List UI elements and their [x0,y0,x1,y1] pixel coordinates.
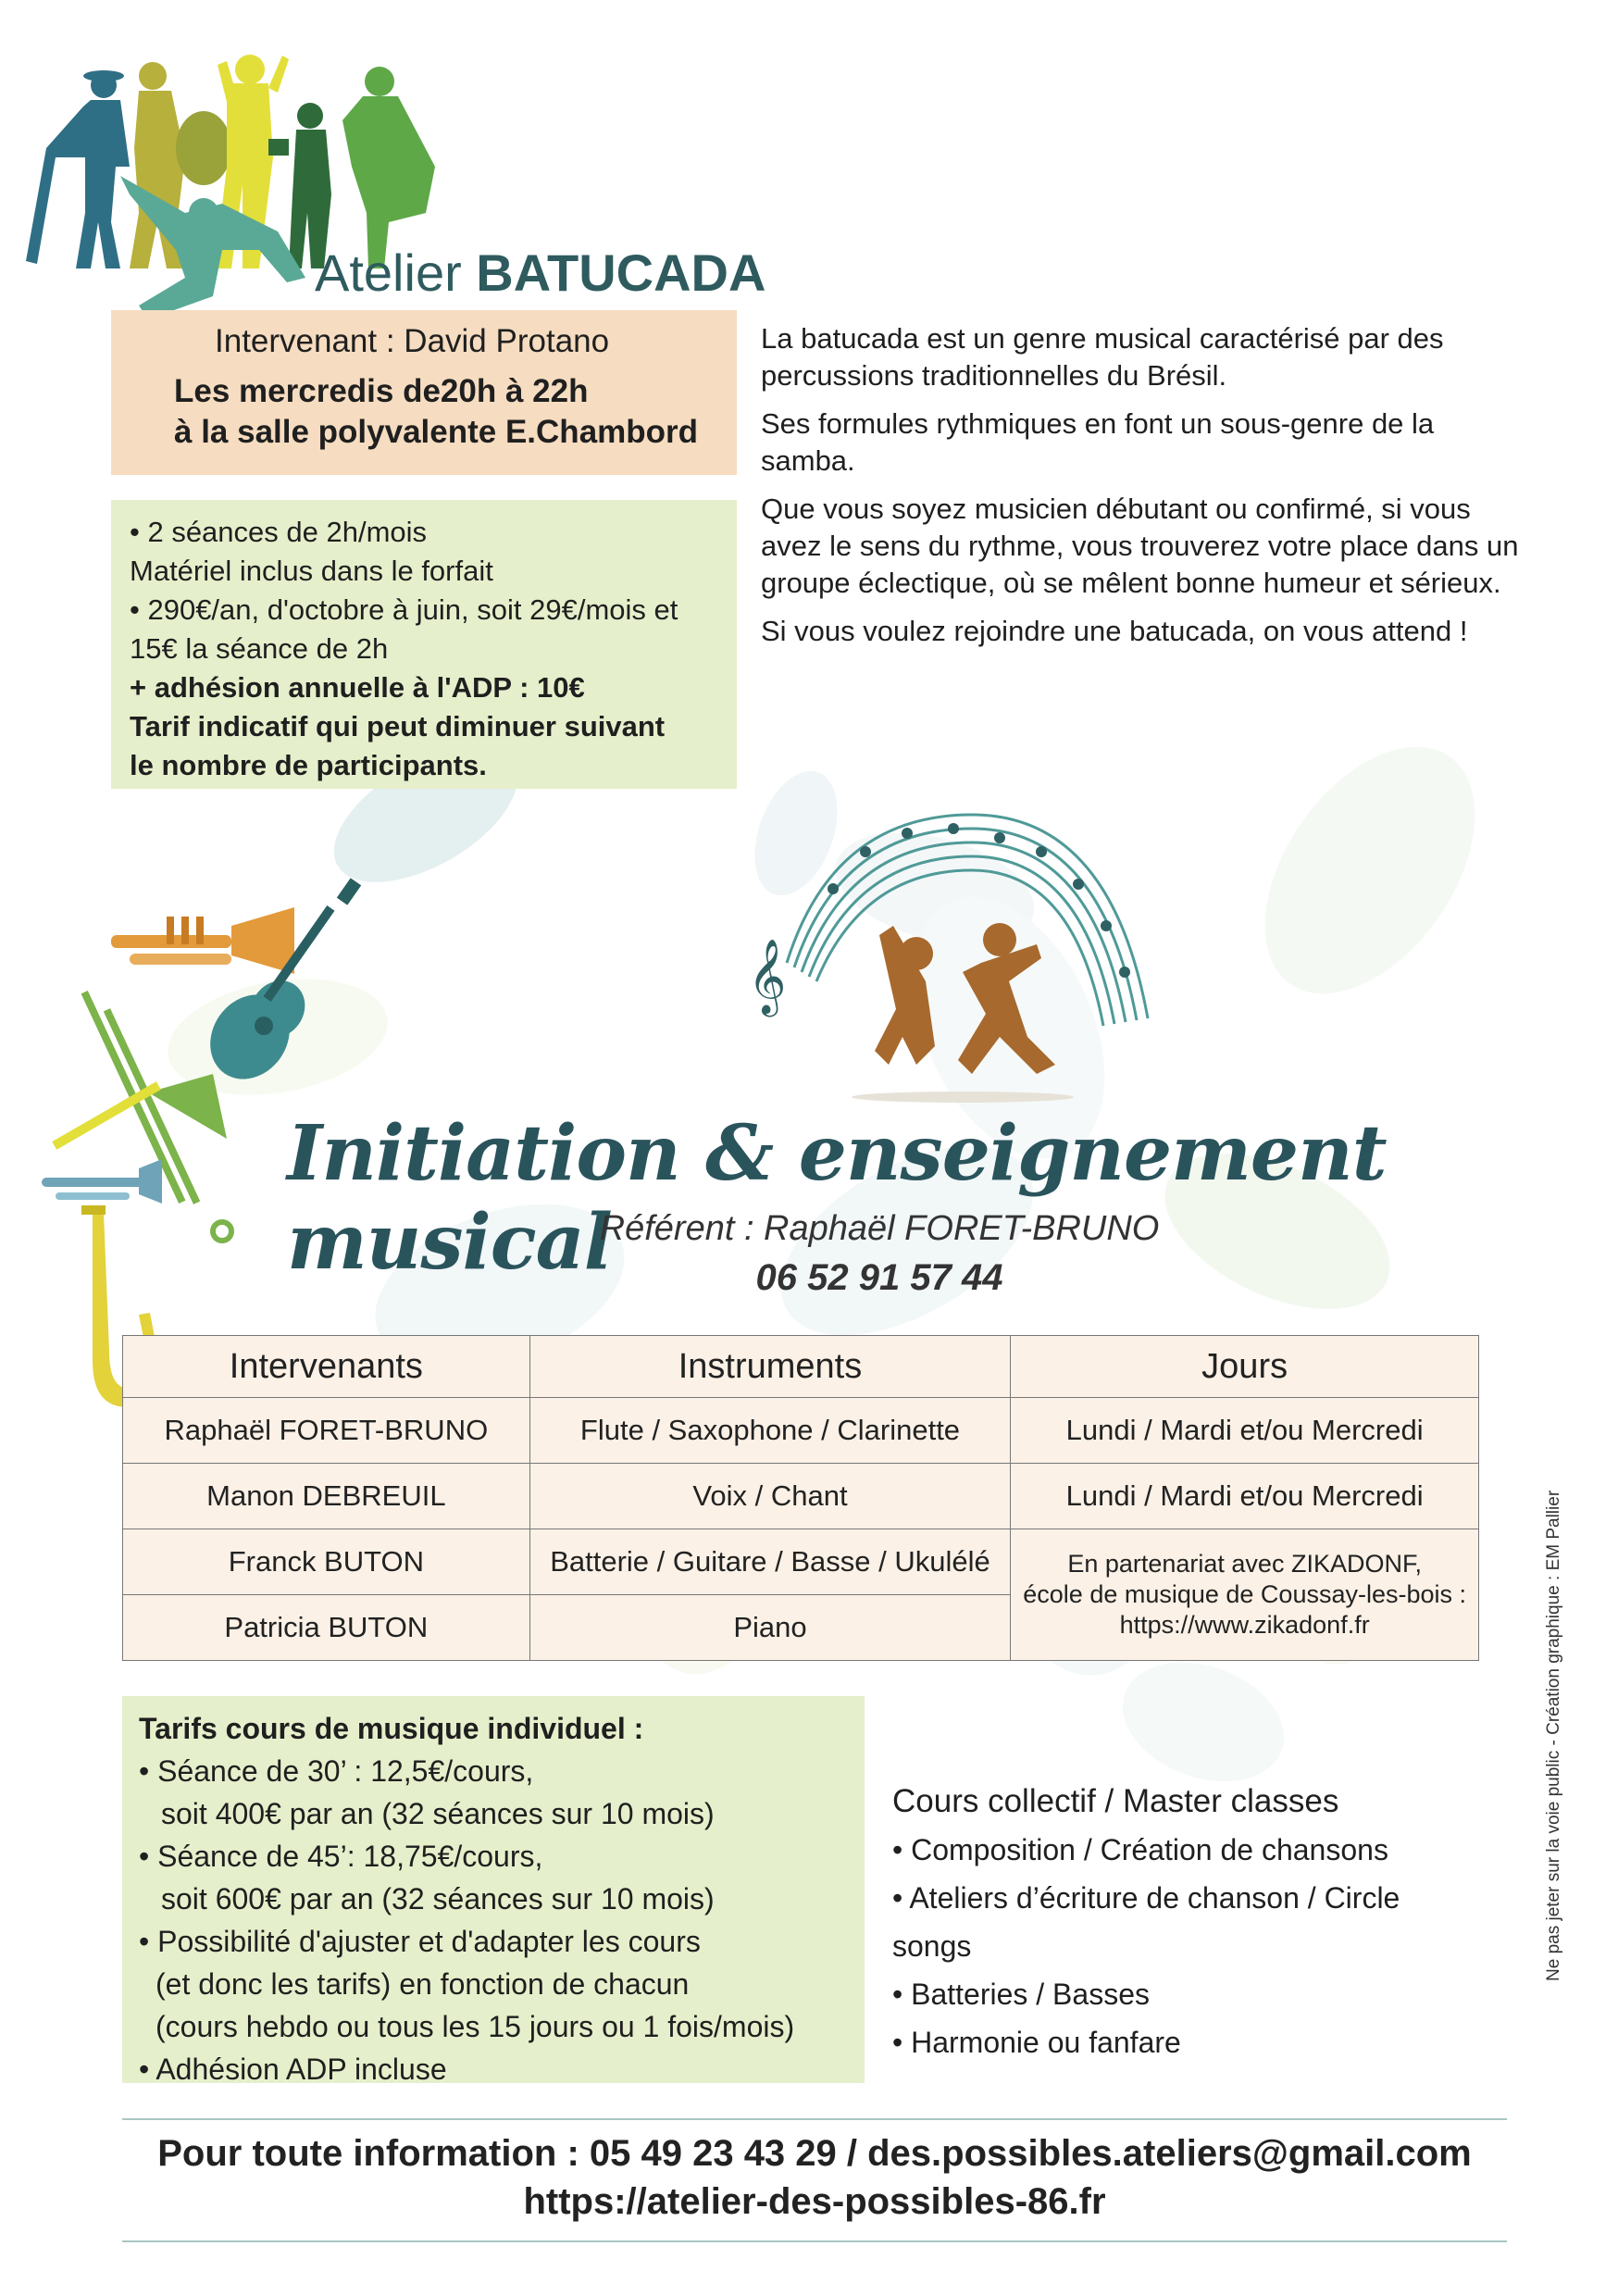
collectif-item: • Composition / Création de chansons [892,1833,1388,1866]
partner-line: école de musique de Coussay-les-bois : [1023,1580,1467,1608]
header-instruments: Instruments [529,1336,1011,1398]
music-dance-logo [0,0,1618,1111]
cell-teacher: Raphaël FORET-BRUNO [123,1398,530,1464]
batucada-title-main: BATUCADA [476,243,766,302]
teachers-table [122,1335,1479,1661]
description-paragraph: Si vous voulez rejoindre une batucada, on vous attend ! [761,615,1468,647]
footer-bottom-rule [122,2240,1507,2242]
footer-top-rule [122,2118,1507,2120]
cell-teacher: Franck BUTON [123,1529,530,1595]
collectif-section [892,1778,1485,2066]
collectif-item: • Harmonie ou fanfare [892,2026,1181,2059]
header-jours: Jours [1011,1336,1479,1398]
bugle-icon [42,1159,162,1204]
batucada-info-line: le nombre de participants. [130,749,487,781]
batucada-info-line: • 2 séances de 2h/mois [130,516,428,548]
table-header-row [123,1336,1479,1398]
collectif-item: • Ateliers d’écriture de chanson / Circle songs [892,1881,1400,1963]
cell-instruments: Piano [529,1595,1011,1661]
cell-teacher: Patricia BUTON [123,1595,530,1661]
cell-instruments: Flute / Saxophone / Clarinette [529,1398,1011,1464]
batucada-title-prefix: Atelier [315,243,477,302]
tarifs-box [122,1696,865,2086]
tarifs-heading: Tarifs cours de musique individuel : [139,1712,644,1745]
partner-link[interactable]: https://www.zikadonf.fr [1119,1611,1370,1639]
side-note: Ne pas jeter sur la voie public - Création graphique : EM Pallier [1544,1490,1563,1981]
footer-website[interactable]: https://atelier-des-possibles-86.fr [523,2181,1106,2222]
batucada-schedule-line2: à la salle polyvalente E.Chambord [174,414,699,450]
tarif-line: • Séance de 45’: 18,75€/cours, [139,1840,543,1873]
referent-phone[interactable]: 06 52 91 57 44 [755,1257,1003,1298]
tarif-line: soit 400€ par an (32 séances sur 10 mois) [161,1797,715,1830]
referent: Référent : Raphaël FORET-BRUNO [599,1209,1160,1248]
collectif-heading: Cours collectif / Master classes [892,1783,1339,1819]
cell-days: Lundi / Mardi et/ou Mercredi [1011,1464,1479,1529]
initiation-title: Initiation & enseignement musical [287,1109,1387,1287]
tarif-line: (cours hebdo ou tous les 15 jours ou 1 fois/mois) [156,2010,795,2043]
batucada-info-line: • 290€/an, d'octobre à juin, soit 29€/mois et [130,593,678,626]
collectif-item: • Batteries / Basses [892,1978,1150,2011]
batucada-info-line: 15€ la séance de 2h [130,632,389,665]
svg-text:𝄞: 𝄞 [748,938,787,1014]
batucada-schedule-line1: Les mercredis de20h à 22h [174,373,589,409]
tarif-line: • Possibilité d'ajuster et d'adapter les cours [139,1925,701,1958]
header-intervenants: Intervenants [123,1336,530,1398]
description-paragraph: Ses formules rythmiques en font un sous-genre de la samba. [761,407,1435,477]
tarif-line: (et donc les tarifs) en fonction de chacun [156,1967,690,2001]
batucada-intervenant: Intervenant : David Protano [215,323,610,359]
footer-contact[interactable]: Pour toute information : 05 49 23 43 29 / des.possibles.ateliers@gmail.com [157,2133,1472,2174]
cell-partner [1011,1529,1479,1661]
batucada-info-line: + adhésion annuelle à l'ADP : 10€ [130,671,585,704]
description-paragraph: Que vous soyez musicien débutant ou confirmé, si vous avez le sens du rythme, vous trouverez votre place dans un groupe éclectique, où se mêlent bonne humeur et sérieux. [761,493,1519,599]
tarif-line: • Séance de 30’ : 12,5€/cours, [139,1754,534,1788]
table-row [123,1529,1479,1595]
batucada-info-line: Matériel inclus dans le forfait [130,555,493,587]
tarif-line: soit 600€ par an (32 séances sur 10 mois) [161,1882,715,1915]
description-paragraph: La batucada est un genre musical caractérisé par des percussions traditionnelles du Brésil. [761,322,1444,392]
cell-teacher: Manon DEBREUIL [123,1464,530,1529]
cell-instruments: Voix / Chant [529,1464,1011,1529]
cell-instruments: Batterie / Guitare / Basse / Ukulélé [529,1529,1011,1595]
cell-days: Lundi / Mardi et/ou Mercredi [1011,1398,1479,1464]
table-row [123,1464,1479,1529]
table-row [123,1398,1479,1464]
tarif-line: • Adhésion ADP incluse [139,2053,447,2086]
batucada-info-line: Tarif indicatif qui peut diminuer suivant [130,710,666,742]
partner-line: En partenariat avec ZIKADONF, [1067,1550,1422,1578]
